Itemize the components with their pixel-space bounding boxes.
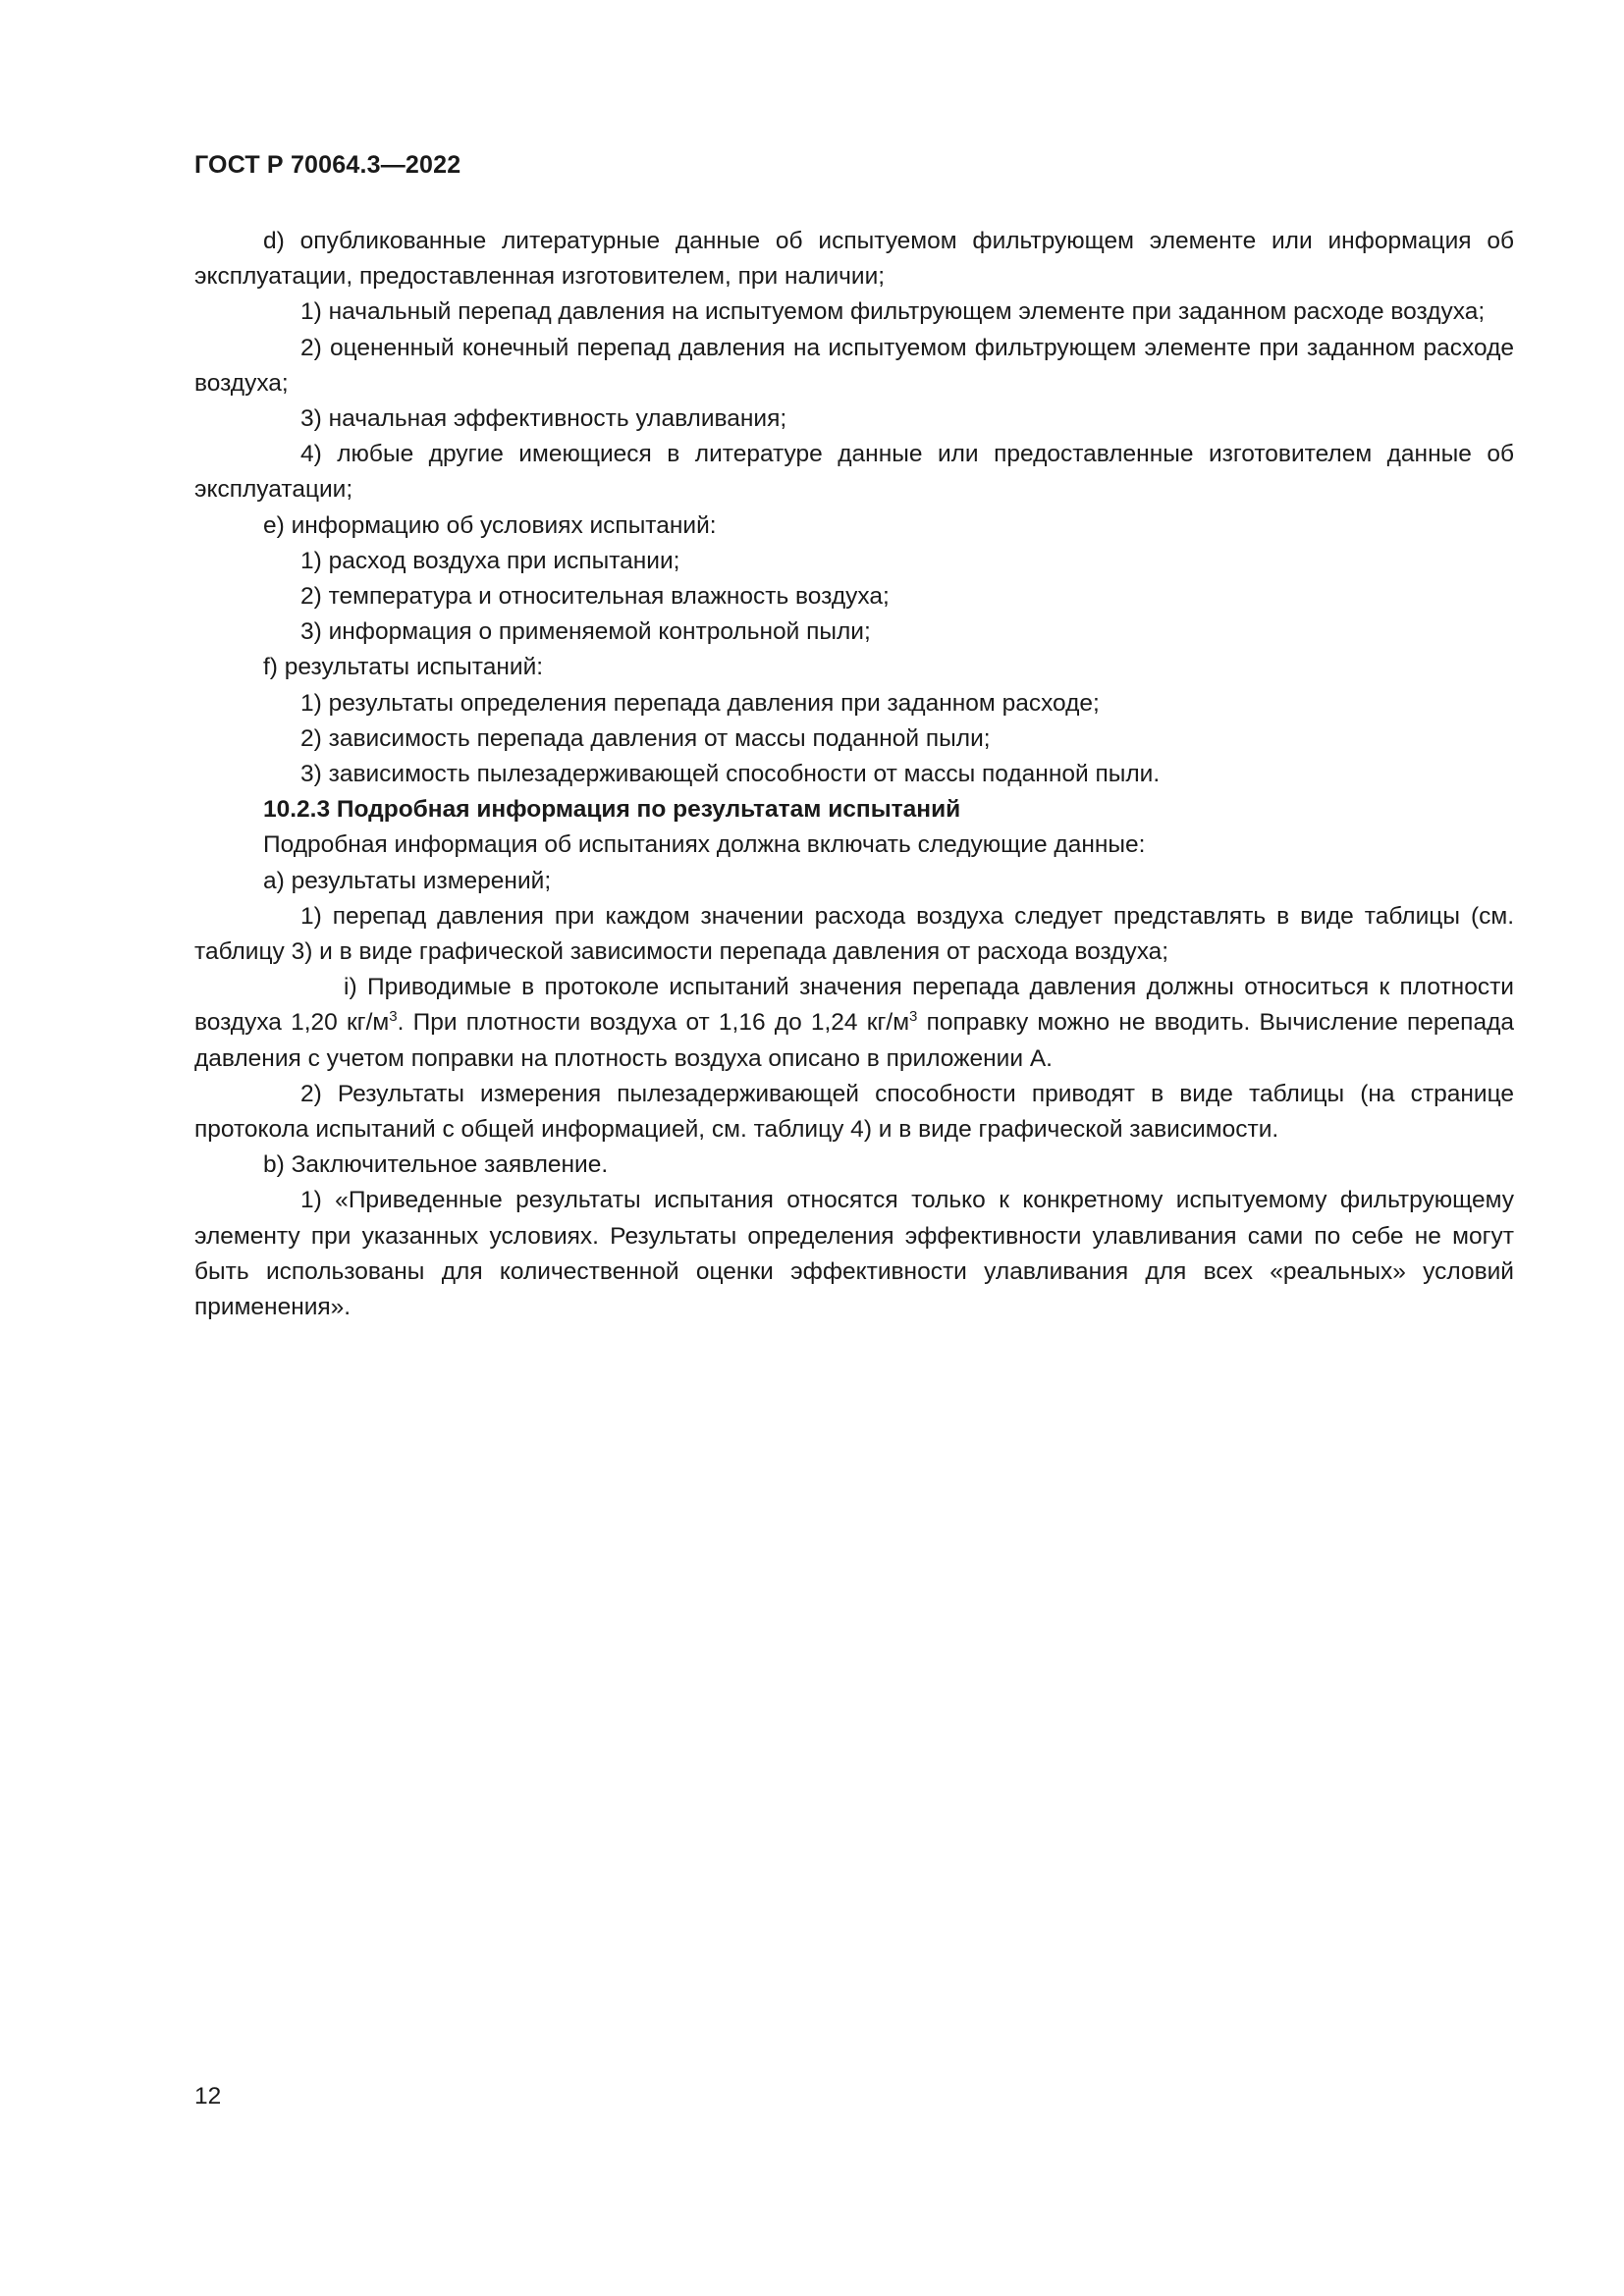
section-intro: Подробная информация об испытаниях должна включать следующие данные: — [263, 831, 1146, 859]
item-e: e) информацию об условиях испытаний: — [263, 511, 717, 539]
item-f-2: 2) зависимость перепада давления от массы поданной пыли; — [300, 724, 991, 752]
item-a: а) результаты измерений; — [263, 867, 552, 894]
item-d-2: 2) оцененный конечный перепад давления на испытуемом фильтрующем элементе при заданном расходе воздуха; — [194, 334, 1514, 397]
item-a-1-i — [194, 970, 1514, 1077]
document-body — [194, 224, 1514, 1325]
item-f: f) результаты испытаний: — [263, 654, 544, 681]
item-a-2: 2) Результаты измерения пылезадерживающей способности приводят в виде таблицы (на странице протокола испытаний с общей информацией, см. таблицу 4) и в виде графической зависимости. — [194, 1080, 1514, 1144]
item-e-1: 1) расход воздуха при испытании; — [300, 547, 680, 574]
document-header: ГОСТ Р 70064.3—2022 — [194, 151, 461, 179]
item-e-2: 2) температура и относительная влажность воздуха; — [300, 583, 890, 611]
page-number: 12 — [194, 2083, 222, 2109]
item-e-3: 3) информация о применяемой контрольной пыли; — [300, 618, 871, 646]
item-a-1-i-text-3: поправку можно не вводить. Вычисление перепада давления с учетом поправки на плотность воздуха описано в приложении А. — [194, 1009, 1514, 1072]
item-a-1-i-text-2: . При плотности воздуха от 1,16 до 1,24 кг/м — [397, 1009, 910, 1037]
item-d: d) опубликованные литературные данные об испытуемом фильтрующем элементе или информация об эксплуатации, предоставленная изготовителем, при наличии; — [194, 228, 1514, 291]
item-d-4: 4) любые другие имеющиеся в литературе данные или предоставленные изготовителем данные об эксплуатации; — [194, 441, 1514, 504]
superscript-cubic-2: 3 — [909, 1008, 918, 1026]
item-a-1-i-text-1: i) Приводимые в протоколе испытаний значения перепада давления должны относиться к плотности воздуха 1,20 кг/м — [194, 974, 1514, 1037]
superscript-cubic-1: 3 — [389, 1008, 398, 1026]
section-heading-10-2-3: 10.2.3 Подробная информация по результатам испытаний — [263, 796, 961, 824]
item-f-3: 3) зависимость пылезадерживающей способности от массы поданной пыли. — [300, 761, 1161, 788]
item-d-1: 1) начальный перепад давления на испытуемом фильтрующем элементе при заданном расходе воздуха; — [300, 298, 1486, 326]
item-b: b) Заключительное заявление. — [263, 1151, 609, 1179]
item-b-1: 1) «Приведенные результаты испытания относятся только к конкретному испытуемому фильтрующему элементу при указанных условиях. Результаты определения эффективности улавливания сами по себе не могут быть использованы для количественной оценки эффективности улавливания для всех «реальных» условий применения». — [194, 1187, 1514, 1321]
item-a-1: 1) перепад давления при каждом значении расхода воздуха следует представлять в виде таблицы (см. таблицу 3) и в виде графической зависимости перепада давления от расхода воздуха; — [194, 902, 1514, 966]
item-f-1: 1) результаты определения перепада давления при заданном расходе; — [300, 689, 1100, 717]
item-d-3: 3) начальная эффективность улавливания; — [300, 405, 787, 433]
